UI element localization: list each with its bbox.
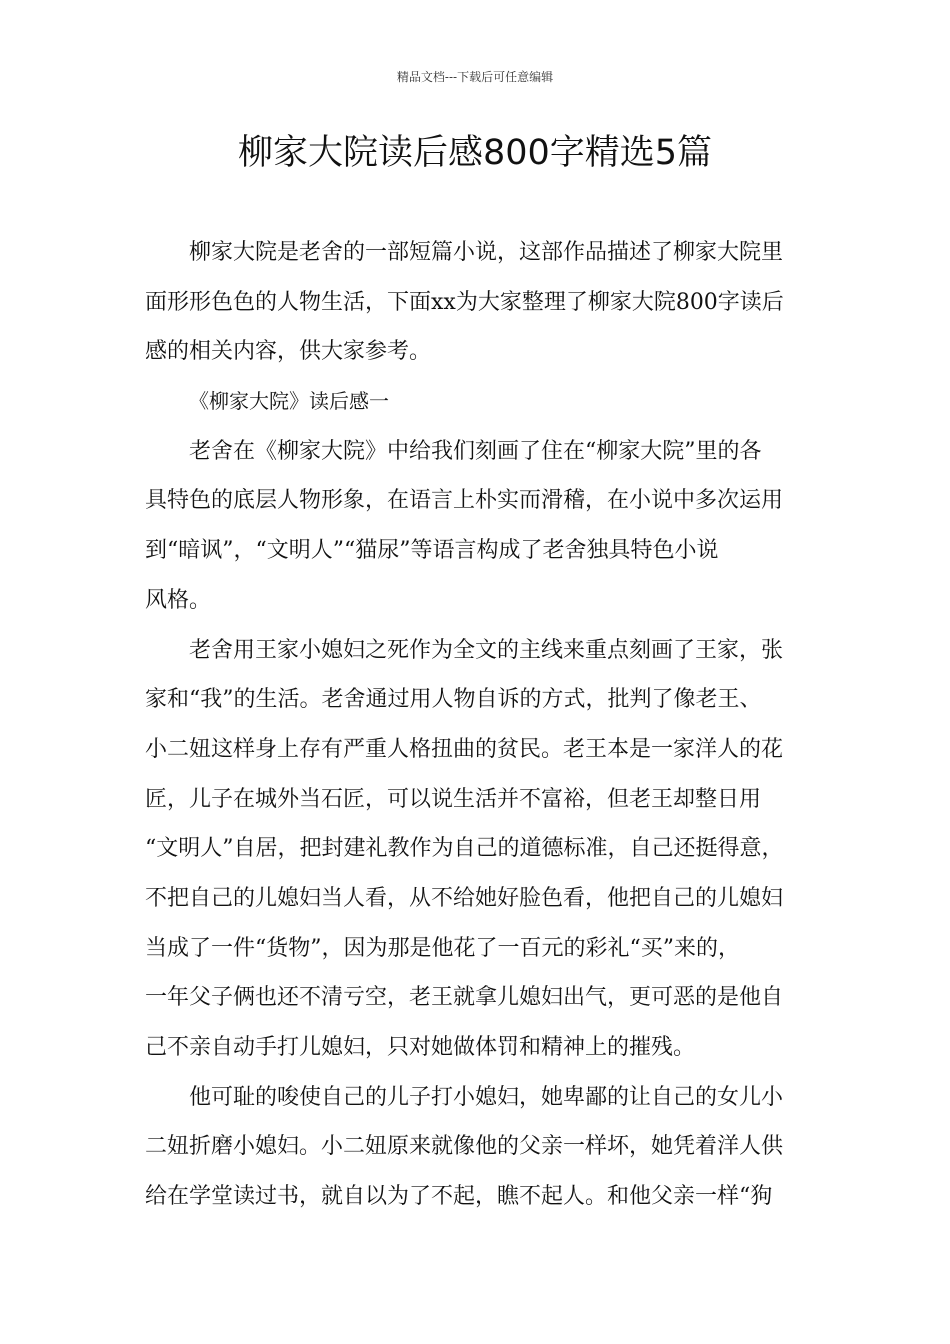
body-line: 当成了一件“货物”，因为那是他花了一百元的彩礼“买”来的， [145, 935, 740, 961]
body-line: 到“暗讽”，“文明人”“猫尿”等语言构成了老舍独具特色小说 [145, 538, 719, 564]
body-line: 家和“我”的生活。老舍通过用人物自诉的方式，批判了像老王、 [145, 687, 762, 713]
body-line: 感的相关内容，供大家参考。 [145, 339, 432, 365]
document-body [145, 228, 825, 1222]
body-line: 二妞折磨小媳妇。小二妞原来就像他的父亲一样坏，她凭着洋人供 [145, 1134, 784, 1160]
body-line: 不把自己的儿媳妇当人看，从不给她好脸色看，他把自己的儿媳妇 [145, 885, 784, 911]
header-note: 精品文档---下载后可任意编辑 [396, 70, 554, 84]
body-line: 《柳家大院》读后感一 [189, 389, 389, 414]
body-line: 具特色的底层人物形象，在语言上朴实而滑稽，在小说中多次运用 [145, 488, 784, 514]
body-line: 柳家大院是老舍的一部短篇小说，这部作品描述了柳家大院里 [189, 240, 784, 265]
body-line: 给在学堂读过书，就自以为了不起，瞧不起人。和他父亲一样“狗 [145, 1184, 773, 1210]
body-line: 一年父子俩也还不清亏空，老王就拿儿媳妇出气，更可恶的是他自 [145, 985, 784, 1011]
body-line: 风格。 [145, 587, 212, 613]
body-line: 己不亲自动手打儿媳妇，只对她做体罚和精神上的摧残。 [145, 1035, 696, 1060]
body-line: “文明人”自居，把封建礼教作为自己的道德标准，自己还挺得意， [145, 836, 784, 862]
body-line: 老舍用王家小媳妇之死作为全文的主线来重点刻画了王家，张 [189, 637, 784, 663]
document-title: 柳家大院读后感800字精选5篇 [237, 133, 713, 173]
body-line: 面形形色色的人物生活，下面xx为大家整理了柳家大院800字读后 [145, 289, 784, 315]
body-line: 匠，儿子在城外当石匠，可以说生活并不富裕，但老王却整日用 [145, 786, 762, 812]
body-line: 小二妞这样身上存有严重人格扭曲的贫民。老王本是一家洋人的花 [145, 736, 784, 762]
body-line: 老舍在《柳家大院》中给我们刻画了住在“柳家大院”里的各 [189, 438, 762, 464]
body-line: 他可耻的唆使自己的儿子打小媳妇，她卑鄙的让自己的女儿小 [189, 1084, 784, 1110]
